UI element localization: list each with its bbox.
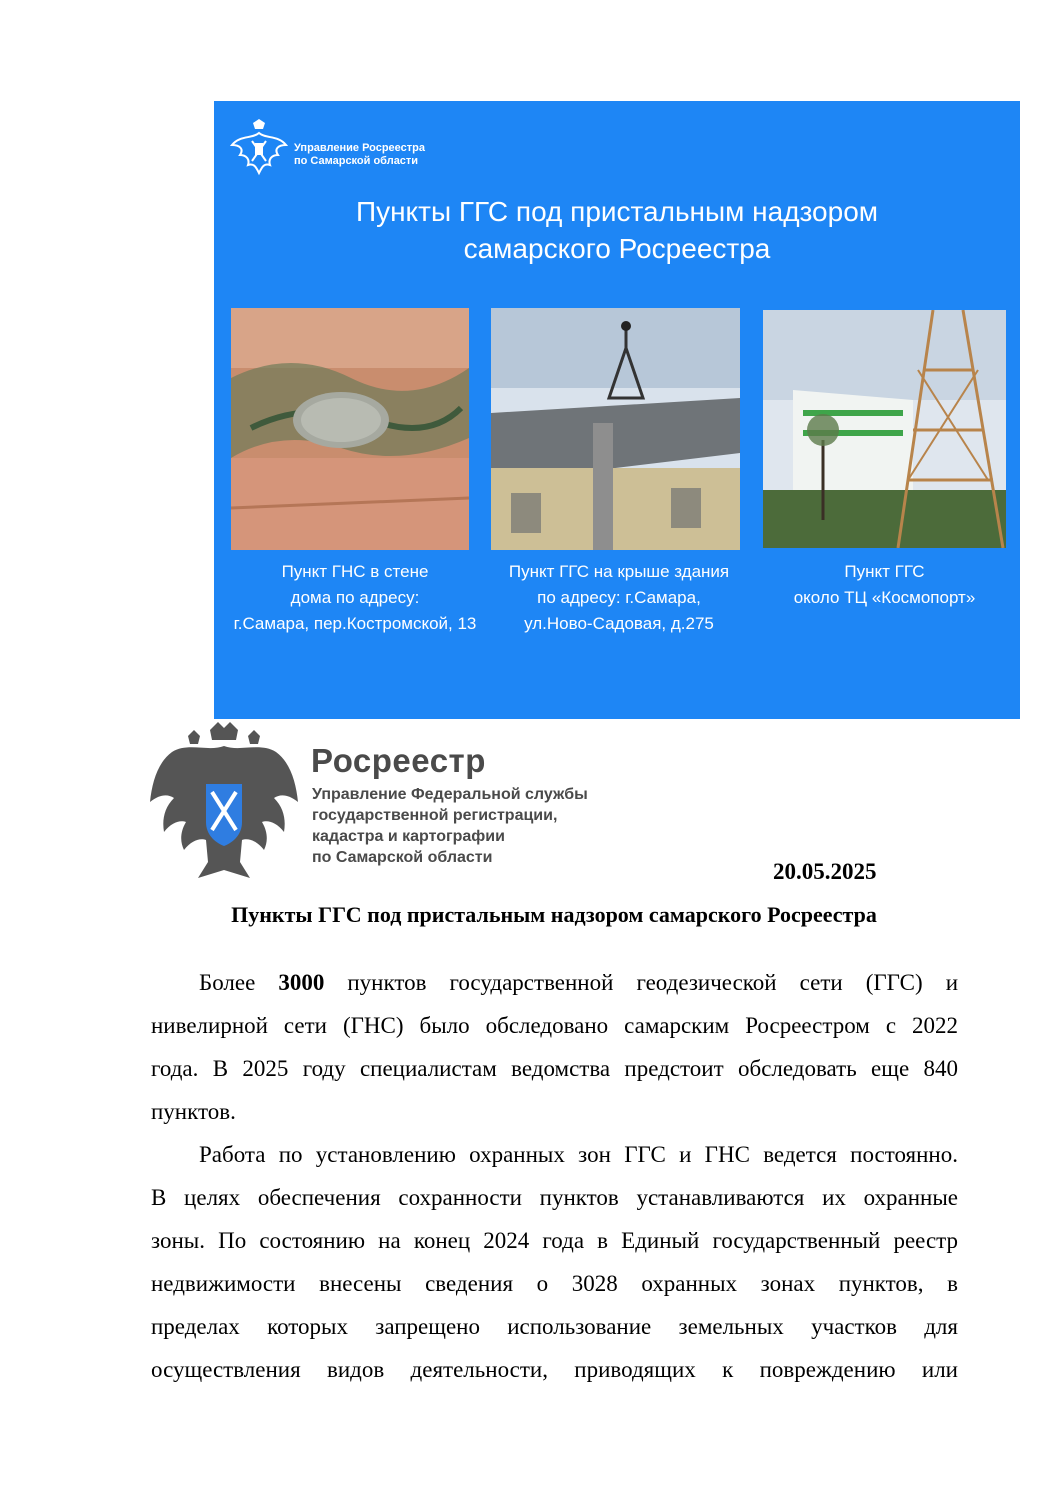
- paragraph-line: [151, 961, 958, 1004]
- banner-title-line: самарского Росреестра: [463, 233, 771, 264]
- paragraph-line: года. В 2025 году специалистам ведомства предстоит обследовать еще 840: [151, 1056, 958, 1081]
- paragraph-line: пределах которых запрещено использование земельных участков для: [151, 1314, 958, 1339]
- caption-line: Пункт ГГС: [844, 562, 925, 581]
- org-line: кадастра и картографии: [312, 828, 505, 845]
- caption-line: Пункт ГНС в стене: [281, 562, 429, 581]
- paragraph-line: зоны. По состоянию на конец 2024 года в Единый государственный реестр: [151, 1228, 958, 1253]
- letterhead-org: [312, 784, 588, 868]
- paragraph-line: пунктов.: [151, 1099, 236, 1124]
- photo-wall-benchmark: [231, 308, 469, 550]
- banner-title-line: Пункты ГГС под пристальным надзором: [355, 196, 879, 227]
- rosreestr-eagle-logo-icon: [226, 119, 292, 181]
- brand-name: Росреестр: [311, 742, 486, 779]
- caption-line: дома по адресу:: [290, 588, 420, 607]
- article-body: [151, 961, 958, 1391]
- photo-caption: [214, 559, 496, 637]
- release-date: 20.05.2025: [773, 859, 877, 884]
- photo-caption: [486, 559, 752, 637]
- paragraph-line: Работа по установлению охранных зон ГГС и ГНС ведется постоянно.: [199, 1142, 958, 1167]
- photo-caption: [762, 559, 1007, 611]
- info-banner: [214, 101, 1020, 719]
- banner-org-line: по Самарской области: [294, 155, 419, 167]
- photo-roof-point: [491, 308, 740, 550]
- double-headed-eagle-emblem-icon: [148, 722, 300, 882]
- paragraph-line: В целях обеспечения сохранности пунктов устанавливаются их охранные: [151, 1185, 958, 1210]
- article-headline: Пункты ГГС под пристальным надзором самарского Росреестра: [231, 902, 877, 927]
- banner-org-line: Управление Росреестра: [294, 142, 425, 154]
- paragraph-line: осуществления видов деятельности, приводящих к повреждению или: [151, 1357, 958, 1382]
- paragraph-line: недвижимости внесены сведения о 3028 охранных зонах пунктов, в: [151, 1271, 958, 1296]
- org-line: Управление Федеральной службы: [312, 786, 588, 803]
- text-run: пунктов государственной геодезической сети (ГГС) и: [324, 970, 958, 995]
- text-run: Более: [199, 970, 279, 995]
- bold-number: 3000: [278, 970, 325, 995]
- photo-kosmoport-point: [763, 310, 1006, 548]
- org-line: государственной регистрации,: [312, 807, 558, 824]
- caption-line: по адресу: г.Самара,: [537, 588, 701, 607]
- caption-line: ул.Ново-Садовая, д.275: [524, 614, 714, 633]
- org-line: по Самарской области: [312, 849, 493, 866]
- caption-line: около ТЦ «Космопорт»: [793, 588, 976, 607]
- banner-org-name: [294, 142, 425, 168]
- caption-line: г.Самара, пер.Костромской, 13: [233, 614, 477, 633]
- paragraph-line: нивелирной сети (ГНС) было обследовано самарским Росреестром с 2022: [151, 1013, 958, 1038]
- caption-line: Пункт ГГС на крыше здания: [508, 562, 730, 581]
- banner-title: [214, 193, 1020, 267]
